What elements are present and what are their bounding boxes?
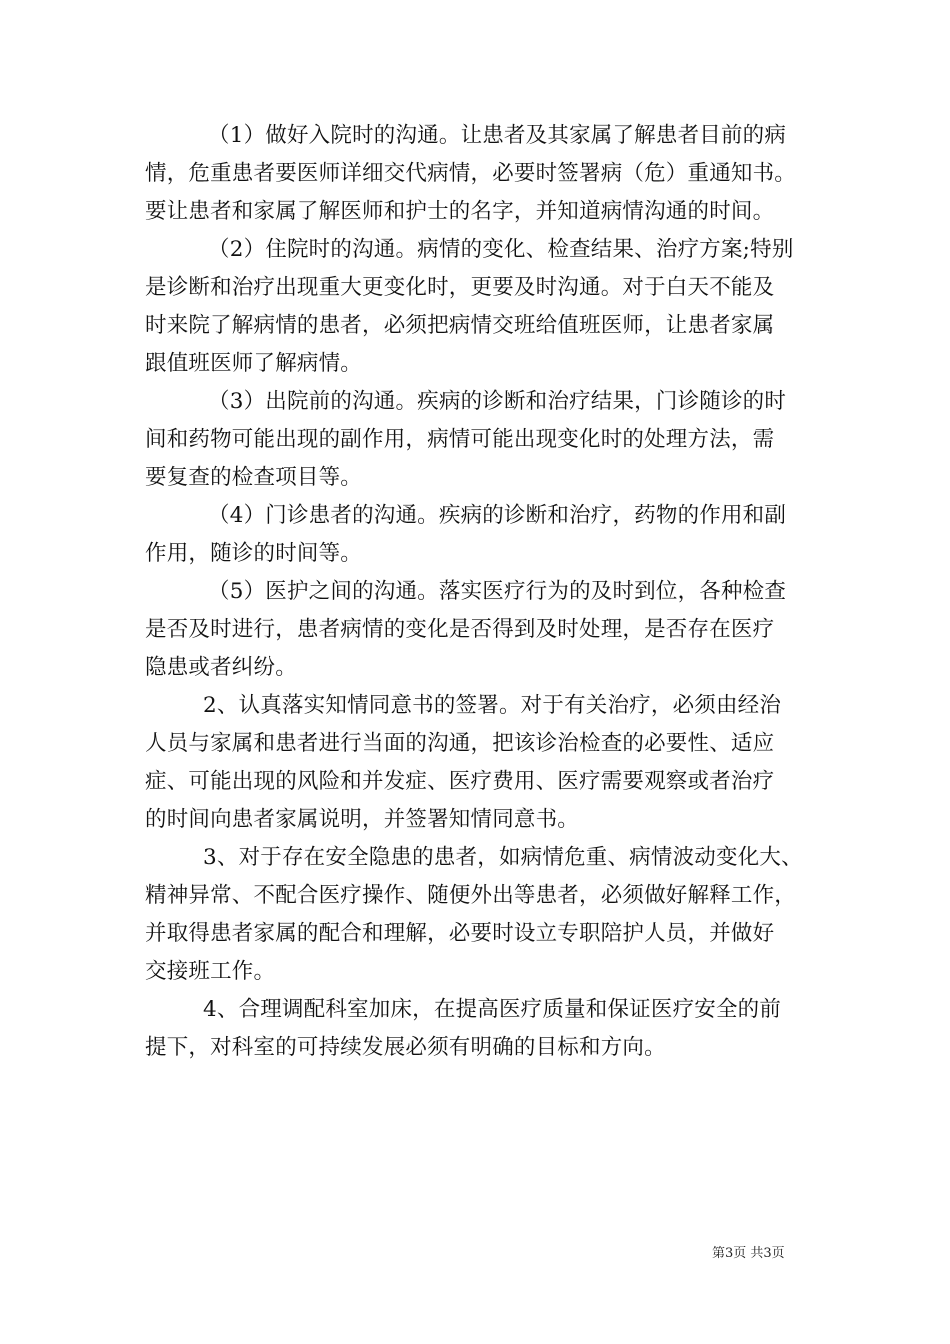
paragraph-1-line-3: 要让患者和家属了解医师和护士的名字，并知道病情沟通的时间。 [145, 199, 775, 224]
paragraph-7-line-1: 3、对于存在安全隐患的患者，如病情危重、病情波动变化大、 [203, 845, 803, 870]
paragraph-3-line-1: （3）出院前的沟通。疾病的诊断和治疗结果，门诊随诊的时 [208, 389, 787, 414]
paragraph-2-line-3: 时来院了解病情的患者，必须把病情交班给值班医师，让患者家属 [145, 313, 775, 338]
paragraph-1-line-2: 情，危重患者要医师详细交代病情，必要时签署病（危）重通知书。 [145, 161, 797, 186]
paragraph-6-line-1: 2、认真落实知情同意书的签署。对于有关治疗，必须由经治 [203, 693, 782, 718]
paragraph-6-line-4: 的时间向患者家属说明，并签署知情同意书。 [145, 807, 580, 832]
paragraph-7-line-3: 并取得患者家属的配合和理解，必要时设立专职陪护人员，并做好 [145, 921, 775, 946]
paragraph-8-line-2: 提下，对科室的可持续发展必须有明确的目标和方向。 [145, 1035, 666, 1060]
paragraph-1-line-1: （1）做好入院时的沟通。让患者及其家属了解患者目前的病 [208, 123, 787, 148]
paragraph-3-line-2: 间和药物可能出现的副作用，病情可能出现变化时的处理方法，需 [145, 427, 775, 452]
paragraph-6-line-2: 人员与家属和患者进行当面的沟通，把该诊治检查的必要性、适应 [145, 731, 775, 756]
paragraph-5-line-2: 是否及时进行，患者病情的变化是否得到及时处理，是否存在医疗 [145, 617, 775, 642]
paragraph-6-line-3: 症、可能出现的风险和并发症、医疗费用、医疗需要观察或者治疗 [145, 769, 775, 794]
paragraph-7-line-2: 精神异常、不配合医疗操作、随便外出等患者，必须做好解释工作， [145, 883, 797, 908]
paragraph-5-line-3: 隐患或者纠纷。 [145, 655, 297, 680]
paragraph-4-line-1: （4）门诊患者的沟通。疾病的诊断和治疗，药物的作用和副 [208, 503, 787, 528]
paragraph-8-line-1: 4、合理调配科室加床，在提高医疗质量和保证医疗安全的前 [203, 997, 782, 1022]
page-number-footer: 第3页 共3页 [712, 1246, 785, 1261]
paragraph-3-line-3: 要复查的检查项目等。 [145, 465, 363, 490]
paragraph-5-line-1: （5）医护之间的沟通。落实医疗行为的及时到位，各种检查 [208, 579, 787, 604]
paragraph-7-line-4: 交接班工作。 [145, 959, 276, 984]
paragraph-2-line-1: （2）住院时的沟通。病情的变化、检查结果、治疗方案;特别 [208, 237, 794, 262]
paragraph-2-line-4: 跟值班医师了解病情。 [145, 351, 363, 376]
paragraph-2-line-2: 是诊断和治疗出现重大更变化时，更要及时沟通。对于白天不能及 [145, 275, 775, 300]
paragraph-4-line-2: 作用，随诊的时间等。 [145, 541, 363, 566]
